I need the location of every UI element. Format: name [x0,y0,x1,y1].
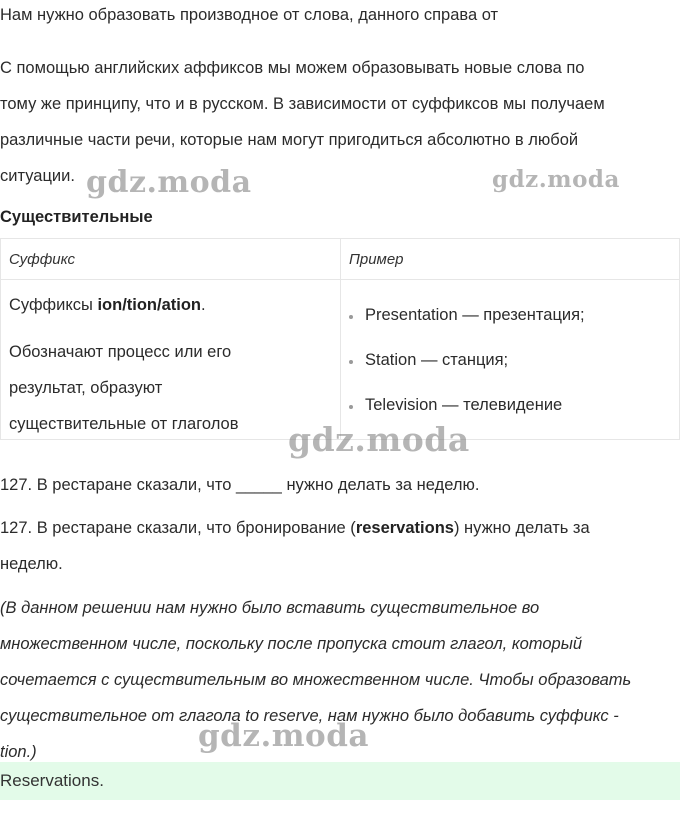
answer-sentence [0,510,590,582]
suffix-table [0,238,680,440]
watermark: gdz.moda [198,718,369,754]
suffix-name [9,296,206,315]
watermark: gdz.moda [492,166,620,193]
description-line: существительные от глаголов [9,415,239,433]
header-label: Суффикс [9,251,75,268]
table-header-example [340,238,680,280]
answer-post: ) нужно делать за [453,519,590,537]
paragraph-line: различные части речи, которые нам могут пригодиться абсолютно в любой [0,131,579,149]
list-item: Television — телевидение [365,396,585,441]
question-text: 127. В рестаране сказали, что _____ нужно делать за неделю. [0,476,480,494]
table-header-suffix [0,238,341,280]
list-item: Station — станция; [365,351,585,396]
note-line: tion.) [0,743,37,761]
paragraph-line: С помощью английских аффиксов мы можем образовывать новые слова по [0,59,585,77]
paragraph-line: ситуации. [0,167,75,185]
list-item: Presentation — презентация; [365,306,585,351]
final-answer-box [0,762,680,800]
suffix-dot: . [201,296,206,314]
header-label: Пример [349,251,404,268]
note-line: (В данном решении нам нужно было вставить существительное во [0,599,540,617]
answer-line [0,510,590,546]
answer-line: неделю. [0,555,63,573]
note-line: множественном числе, поскольку после пропуска стоит глагол, который [0,635,583,653]
paragraph-line: тому же принципу, что и в русском. В зависимости от суффиксов мы получаем [0,95,605,113]
description-line: результат, образуют [9,379,163,397]
suffix-prefix: Суффиксы [9,296,98,314]
final-answer: Reservations. [0,771,104,790]
table-cell-examples [340,279,680,440]
section-title: Существительные [0,208,153,226]
watermark: gdz.moda [288,420,470,459]
description-line: Обозначают процесс или его [9,343,232,361]
suffix-description [9,334,238,442]
suffix-bold: ion/tion/ation [97,296,202,314]
table-cell-suffix [0,279,341,440]
note-line: сочетается с существительным во множественном числе. Чтобы образовать [0,671,632,689]
answer-pre: 127. В рестаране сказали, что бронирование ( [0,519,356,537]
watermark: gdz.moda [86,165,252,200]
note-line: существительное от глагола to reserve, нам нужно было добавить суффикс - [0,707,619,725]
intro-text: Нам нужно образовать производное от слова, данного справа от [0,6,499,24]
answer-bold: reservations [355,519,454,537]
